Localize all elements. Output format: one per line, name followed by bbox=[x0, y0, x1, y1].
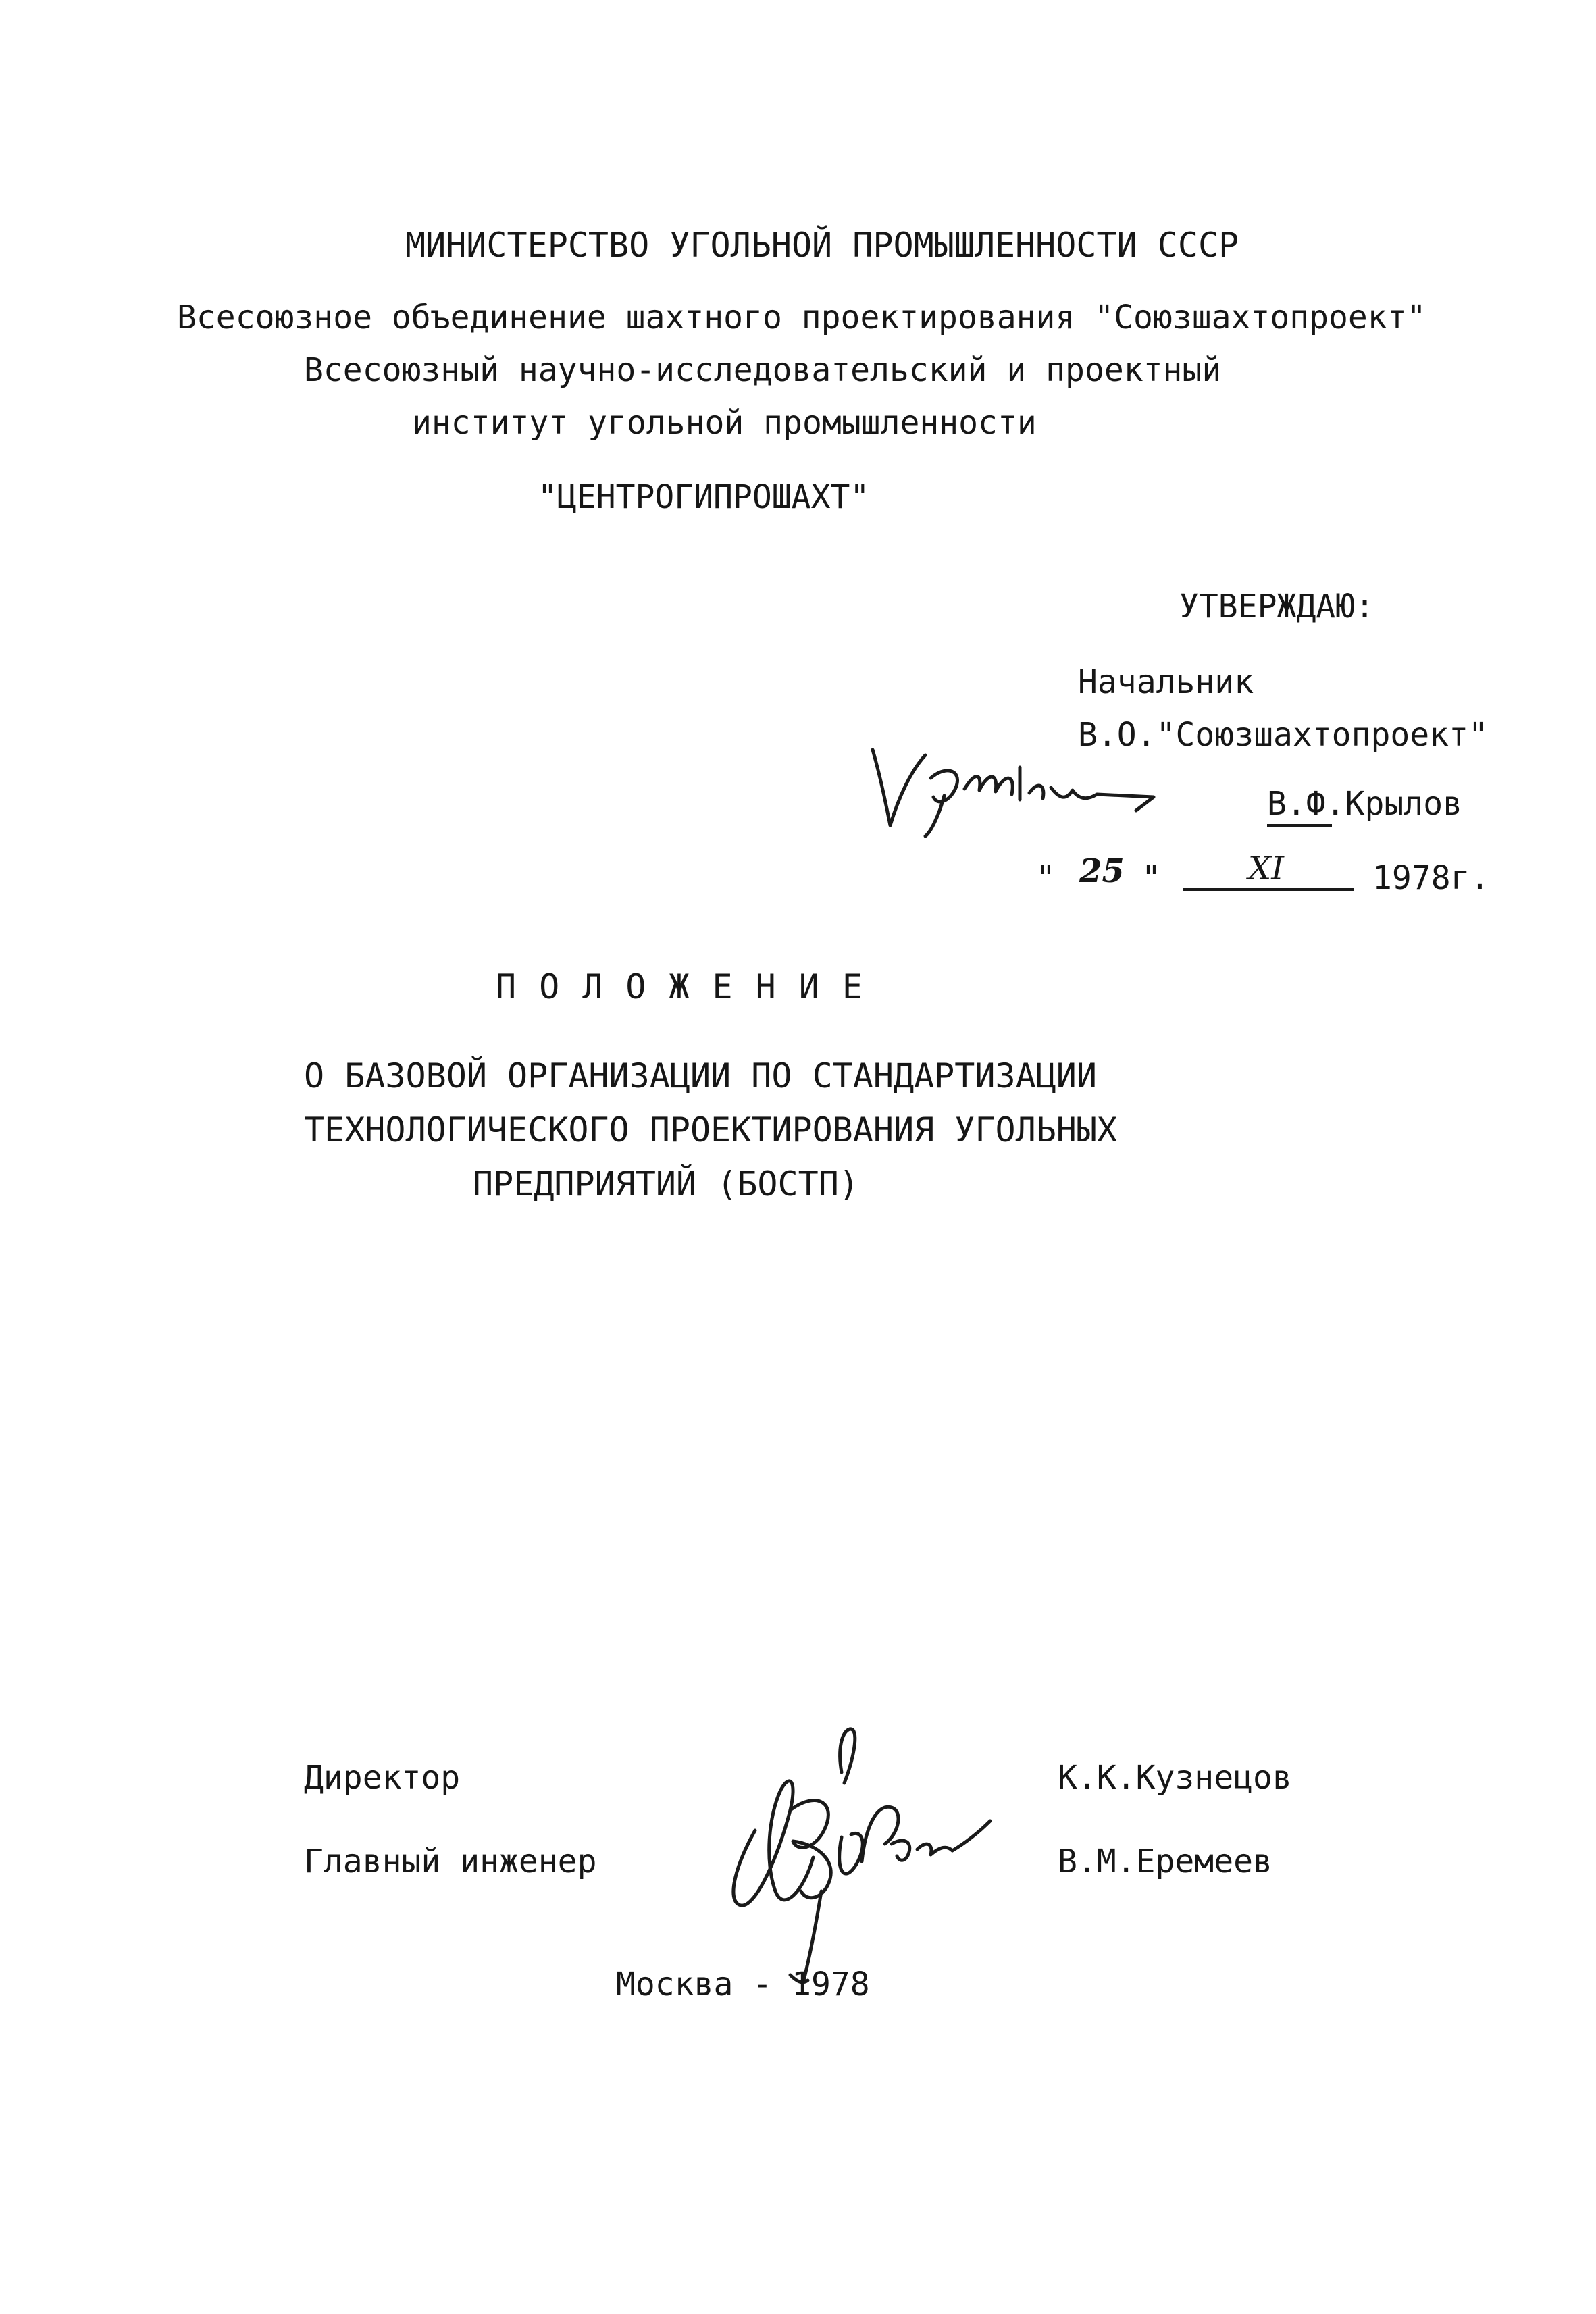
institute-name: "ЦЕНТРОГИПРОШАХТ" bbox=[538, 478, 870, 516]
chief-engineer-name: В.М.Еремеев bbox=[1058, 1843, 1272, 1880]
director-role: Директор bbox=[304, 1759, 461, 1797]
institute-line-1: Всесоюзный научно-исследовательский и проектный bbox=[304, 351, 1222, 389]
document-kind: ПОЛОЖЕНИЕ bbox=[496, 967, 885, 1006]
document-title-line-3: ПРЕДПРИЯТИЙ (БОСТП) bbox=[473, 1164, 859, 1204]
document-title-line-2: ТЕХНОЛОГИЧЕСКОГО ПРОЕКТИРОВАНИЯ УГОЛЬНЫХ bbox=[304, 1110, 1118, 1150]
document-title-line-1: О БАЗОВОЙ ОРГАНИЗАЦИИ ПО СТАНДАРТИЗАЦИИ bbox=[304, 1056, 1097, 1096]
approval-position-line-1: Начальник bbox=[1078, 663, 1254, 701]
date-month: XI bbox=[1248, 850, 1285, 888]
date-day: 25 bbox=[1079, 852, 1125, 890]
city-year: Москва - 1978 bbox=[616, 1965, 870, 2003]
approver-name: В.Ф.Крылов bbox=[1267, 785, 1462, 823]
director-name: К.К.Кузнецов bbox=[1058, 1759, 1292, 1797]
approval-position-line-2: В.О."Союзшахтопроект" bbox=[1078, 716, 1488, 754]
chief-engineer-role: Главный инженер bbox=[304, 1843, 597, 1880]
association-line: Всесоюзное объединение шахтного проектирования "Союзшахтопроект" bbox=[177, 299, 1426, 336]
date-month-underline bbox=[1183, 888, 1354, 891]
date-close-quote: " bbox=[1141, 859, 1161, 897]
approver-signature bbox=[863, 731, 1255, 839]
approver-name-underline bbox=[1267, 824, 1332, 827]
director-signature bbox=[689, 1702, 1006, 1986]
approval-label: УТВЕРЖДАЮ: bbox=[1179, 588, 1374, 625]
date-year: 1978г. bbox=[1372, 859, 1490, 897]
ministry-heading: МИНИСТЕРСТВО УГОЛЬНОЙ ПРОМЫШЛЕННОСТИ СССР bbox=[405, 226, 1239, 265]
institute-line-2: институт угольной промышленности bbox=[412, 404, 1037, 442]
date-open-quote: " bbox=[1036, 859, 1056, 897]
